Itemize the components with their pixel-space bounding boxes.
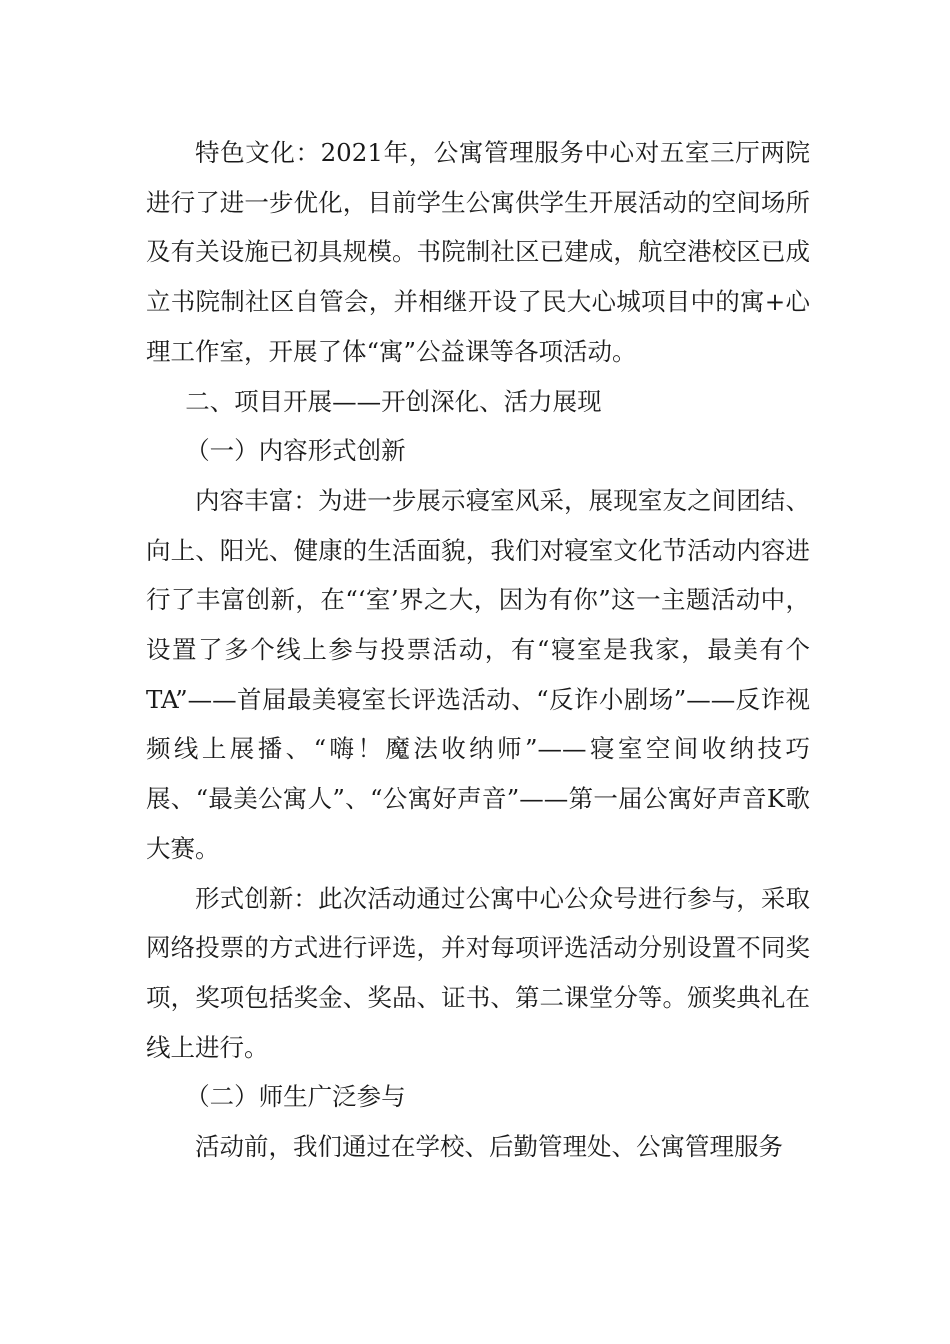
sub-heading-participation: （二）师生广泛参与 [185,1082,406,1112]
paragraph-before-activity: 活动前，我们通过在学校、后勤管理处、公寓管理服务 [195,1132,783,1162]
paragraph-form-innovation: 形式创新：此次活动通过公寓中心公众号进行参与，采取网络投票的方式进行评选，并对每项评选活动分别设置不同奖项，奖项包括奖金、奖品、证书、第二课堂分等。颁奖典礼在线上进行。 [146,883,810,1062]
sub-heading-content-form: （一）内容形式创新 [185,436,406,466]
section-heading-project: 二、项目开展——开创深化、活力展现 [185,386,602,416]
paragraph-content-rich: 内容丰富：为进一步展示寝室风采，展现室友之间团结、向上、阳光、健康的生活面貌，我们对寝室文化节活动内容进行了丰富创新，在“‘室’界之大，因为有你”这一主题活动中，设置了多个线上参与投票活动，有“寝室是我家，最美有个TA”——首届最美寝室长评选活动、“反诈小剧场”——反诈视频线上展播、“嗨！魔法收纳师”——寝室空间收纳技巧展、“最美公寓人”、“公寓好声音”——第一届公寓好声音K歌大赛。 [146,485,810,863]
document-body [146,128,810,1172]
paragraph-special-culture: 特色文化：2021年，公寓管理服务中心对五室三厅两院进行了进一步优化，目前学生公寓供学生开展活动的空间场所及有关设施已初具规模。书院制社区已建成，航空港校区已成立书院制社区自管会，并相继开设了民大心城项目中的寓+心理工作室，开展了体“寓”公益课等各项活动。 [146,138,810,366]
